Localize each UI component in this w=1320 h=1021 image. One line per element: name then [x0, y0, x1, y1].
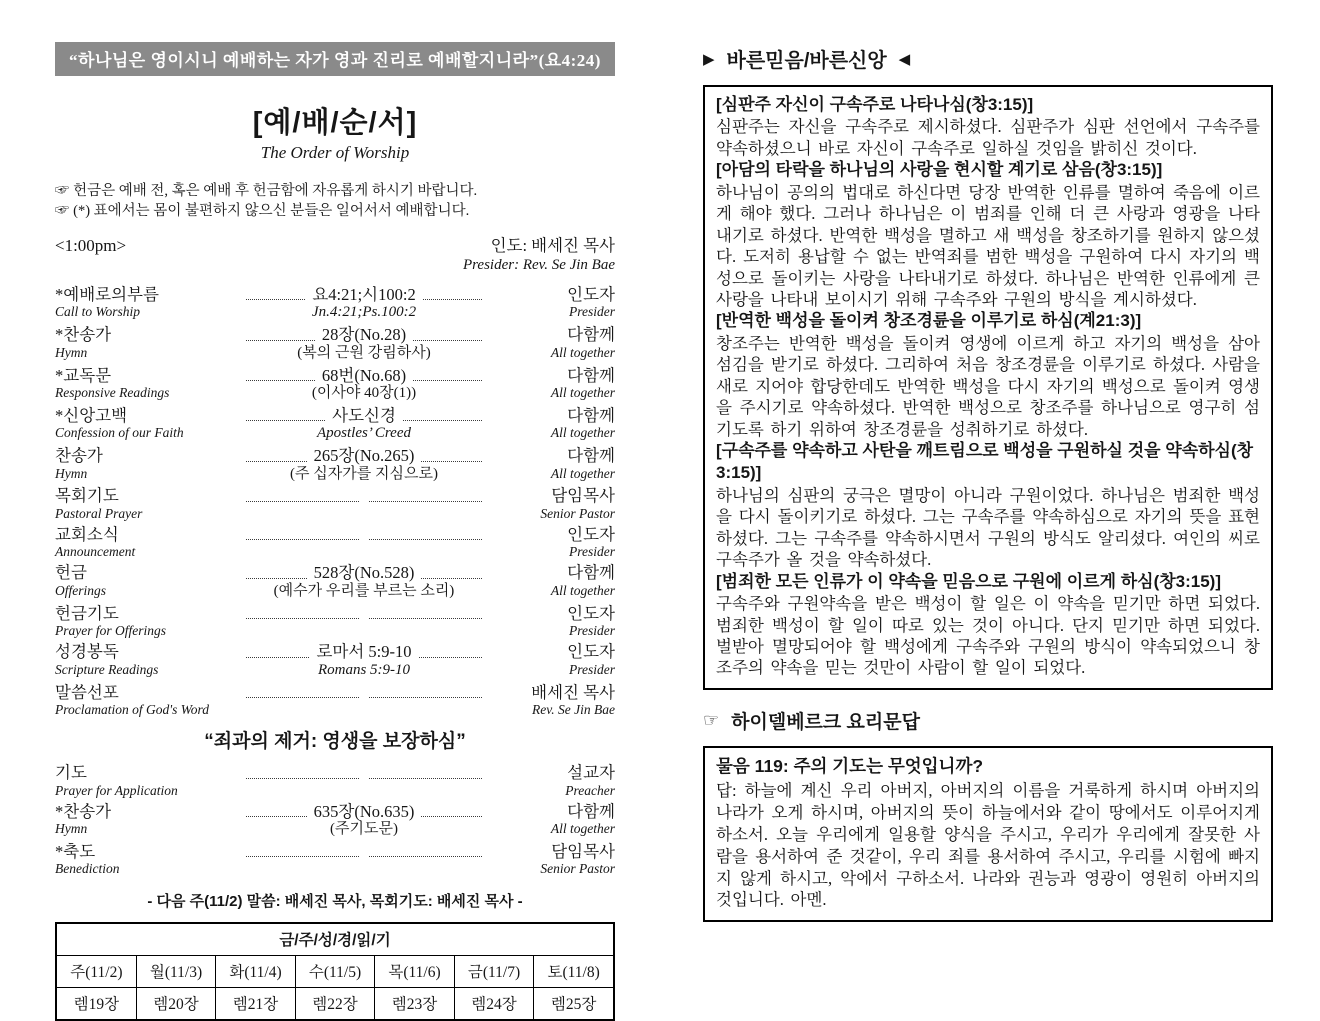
faith-section-heading: [심판주 자신이 구속주로 나타나심(창3:15)] — [716, 95, 1034, 114]
catechism-box — [703, 746, 1273, 922]
order-item-role-english: All together — [550, 344, 615, 360]
table-reading-cell: 렘21장 — [216, 987, 296, 1020]
order-item-value-line2: (예수가 우리를 부르는 소리) — [273, 582, 455, 599]
order-row — [55, 604, 615, 639]
order-list-bottom — [55, 763, 615, 876]
order-item-korean: *축도 — [55, 841, 96, 861]
order-item-role-korean: 다함께 — [567, 405, 615, 425]
order-item-english: Scripture Readings — [55, 661, 159, 677]
order-row — [55, 802, 615, 838]
dotted-leader — [246, 539, 359, 540]
order-item-english: Hymn — [55, 465, 88, 481]
order-item-role-english: All together — [550, 425, 615, 441]
dotted-leader — [246, 697, 359, 698]
order-item-korean: 기도 — [55, 763, 87, 783]
order-item-role-english: All together — [550, 384, 615, 400]
service-time: <1:00pm> — [55, 235, 127, 255]
dotted-leader — [246, 578, 307, 579]
order-item-value: 528장(No.528) — [313, 563, 415, 583]
order-item-english: Proclamation of God's Word — [55, 702, 210, 718]
order-item-role-korean: 인도자 — [567, 284, 615, 304]
order-row — [55, 285, 615, 321]
dotted-leader — [246, 299, 305, 300]
table-day-cell: 목(11/6) — [375, 955, 455, 987]
page-title: [예/배/순/서] — [252, 107, 418, 139]
order-item-english: Call to Worship — [55, 304, 141, 320]
order-item-role-english: Rev. Se Jin Bae — [532, 702, 615, 718]
dotted-leader — [369, 539, 482, 540]
order-item-english: Confession of our Faith — [55, 425, 184, 441]
weekly-bible-reading-table — [55, 922, 615, 1021]
table-title: 금/주/성/경/읽/기 — [56, 923, 614, 956]
order-item-role-korean: 담임목사 — [551, 841, 615, 861]
dotted-leader — [421, 578, 482, 579]
order-item-role-korean: 담임목사 — [551, 486, 615, 506]
faith-section-body: 하나님의 심판의 궁극은 멸망이 아니라 구원이었다. 하나님은 범죄한 백성을 다시 돌이키기로 하셨다. 그는 구속주를 약속하심으로 자기의 뜻을 표현하셨다. 그는 구속주를 약속하시면서 구원의 방식도 알리셨다. 여인의 씨로 구속주가 올 것을 약속하셨다. — [716, 485, 1260, 570]
order-item-korean: 성경봉독 — [55, 642, 119, 662]
catechism-answer: 답: 하늘에 계신 우리 아버지, 아버지의 이름을 거룩하게 하시며 아버지의 나라가 오게 하시며, 아버지의 뜻이 하늘에서와 같이 땅에서도 이루어지게 하소서. 오늘 우리에게 일용할 양식을 주시고, 우리가 우리에게 잘못한 사람을 용서하여 준 것같이, 우리 죄를 용서하여 주시고, 우리를 시험에 빠지지 않게 하시고, 악에서 구하소서. 나라와 권능과 영광이 영원히 아버지의 것입니다. 아멘. — [716, 781, 1260, 910]
presider-english: Presider: Rev. Se Jin Bae — [462, 257, 615, 274]
order-item-english: Responsive Readings — [55, 384, 170, 400]
order-item-role-korean: 배세진 목사 — [531, 682, 615, 702]
order-item-role-english: Preacher — [565, 782, 615, 798]
dotted-leader — [421, 461, 482, 462]
table-reading-cell: 렘19장 — [56, 987, 136, 1020]
faith-section-heading: [아담의 타락을 하나님의 사랑을 현시할 계기로 삼음(창3:15)] — [716, 160, 1163, 180]
order-item-english: Hymn — [55, 344, 88, 360]
order-item-english: Announcement — [55, 544, 136, 560]
dotted-leader — [246, 816, 307, 817]
table-title-row — [56, 923, 614, 956]
order-item-value: 28장(No.28) — [321, 325, 407, 345]
right-faith-header-label: 바른믿음/바른신앙 — [726, 50, 887, 72]
scripture-banner: “하나님은 영이시니 예배하는 자가 영과 진리로 예배할지니라”(요4:24) — [55, 42, 615, 76]
order-item-role-korean: 인도자 — [567, 603, 615, 623]
order-item-role-english: Senior Pastor — [540, 861, 615, 877]
order-item-role-korean: 다함께 — [567, 563, 615, 583]
table-readings-row — [56, 987, 614, 1020]
faith-sections-box — [703, 85, 1273, 690]
table-days-row — [56, 955, 614, 987]
order-row — [55, 763, 615, 798]
order-item-english: Prayer for Application — [55, 782, 178, 798]
dotted-leader — [403, 420, 482, 421]
order-item-role-english: All together — [550, 465, 615, 481]
order-item-role-korean: 다함께 — [567, 325, 615, 345]
order-item-role-korean: 인도자 — [567, 524, 615, 544]
table-day-cell: 토(11/8) — [534, 955, 614, 987]
order-item-role-english: Presider — [569, 661, 615, 677]
order-row — [55, 446, 615, 482]
dotted-leader — [246, 856, 359, 857]
order-item-value: 265장(No.265) — [313, 446, 415, 466]
order-item-korean: *찬송가 — [55, 801, 112, 821]
faith-section-heading: [구속주를 약속하고 사탄을 깨트림으로 백성을 구원하실 것을 약속하심(창3:15)] — [716, 441, 1254, 483]
faith-section — [716, 571, 1260, 679]
dotted-leader — [246, 340, 315, 341]
table-reading-cell: 렘22장 — [295, 987, 375, 1020]
order-item-value-line2: Apostles’ Creed — [316, 425, 411, 442]
table-day-cell: 수(11/5) — [295, 955, 375, 987]
faith-section-heading: [범죄한 모든 인류가 이 약속을 믿음으로 구원에 이르게 하심(창3:15)] — [716, 571, 1222, 591]
order-item-korean: 교회소식 — [55, 524, 119, 544]
order-item-korean: *찬송가 — [55, 325, 112, 345]
order-item-english: Benediction — [55, 861, 120, 877]
faith-section-heading: [반역한 백성을 돌이켜 창조경륜을 이루기로 하심(계21:3)] — [716, 311, 1142, 331]
faith-section — [716, 94, 1260, 159]
order-of-worship-column — [55, 42, 615, 1021]
order-item-english: Offerings — [55, 582, 107, 598]
order-row — [55, 642, 615, 678]
faith-section — [716, 440, 1260, 571]
order-item-role-korean: 다함께 — [567, 801, 615, 821]
faith-section — [716, 159, 1260, 310]
order-list-top — [55, 285, 615, 717]
order-item-value-line2: (주기도문) — [330, 821, 398, 838]
order-row — [55, 842, 615, 877]
service-notes — [55, 181, 615, 222]
dotted-leader — [246, 461, 307, 462]
order-row — [55, 366, 615, 402]
dotted-leader — [369, 778, 482, 779]
order-item-korean: 헌금기도 — [55, 603, 119, 623]
faith-section-body: 구속주와 구원약속을 받은 백성이 할 일은 이 약속을 믿기만 하면 되었다. 범죄한 백성이 할 일이 따로 있는 것이 아니다. 단지 믿기만 하면 되었다. 벌받아 멸망되어야 할 백성에게 구속주와 구원의 방식이 약속되었으니 창조주의 약속을 믿는 것만이 사람이 할 일이 되었다. — [716, 594, 1260, 678]
time-presider-row — [55, 236, 615, 275]
faith-section-body: 창조주는 반역한 백성을 돌이켜 영생에 이르게 하고 자기의 백성을 삼아 섬김을 받기로 하셨다. 그리하여 처음 창조경륜을 이루기로 하셨다. 사람을 새로 지어야 합당한데도 반역한 백성을 다시 자기의 백성으로 돌이켜 영생을 주시기로 약속하셨다. 반역한 백성으로 창조주를 하나님으로 영구히 섬기도록 하기 위하여 창조경륜을 성취하기로 하셨다. — [716, 333, 1260, 439]
catechism-header — [703, 707, 1273, 734]
dotted-leader — [246, 657, 309, 658]
order-item-role-english: All together — [550, 821, 615, 837]
order-item-role-korean: 인도자 — [567, 642, 615, 662]
presider-korean: 인도: 배세진 목사 — [490, 235, 615, 255]
dotted-leader — [369, 856, 482, 857]
order-item-english: Pastoral Prayer — [55, 505, 143, 521]
faith-section — [716, 310, 1260, 440]
order-item-korean: *예배로의부름 — [55, 284, 159, 304]
order-item-value-line2: (복의 근원 강림하사) — [297, 344, 431, 361]
dotted-leader — [369, 697, 482, 698]
page-title-english: The Order of Worship — [260, 143, 410, 162]
order-row — [55, 525, 615, 560]
right-faith-header — [703, 44, 1273, 73]
order-item-korean: *신앙고백 — [55, 405, 128, 425]
next-week-note: - 다음 주(11/2) 말씀: 배세진 목사, 목회기도: 배세진 목사 - — [147, 892, 523, 910]
dotted-leader — [246, 778, 359, 779]
sermon-title: “죄과의 제거: 영생을 보장하심” — [204, 731, 466, 753]
order-row — [55, 406, 615, 442]
order-item-value: 68번(No.68) — [321, 365, 407, 385]
order-item-role-english: Presider — [569, 304, 615, 320]
order-item-value-line2: (주 십자가를 지심으로) — [290, 465, 438, 482]
order-item-korean: 목회기도 — [55, 486, 119, 506]
order-item-role-english: Senior Pastor — [540, 505, 615, 521]
dotted-leader — [421, 816, 482, 817]
order-row — [55, 486, 615, 521]
dotted-leader — [246, 618, 359, 619]
left-triangle-icon: ◀ — [898, 50, 911, 68]
order-item-value-line2: Jn.4:21;Ps.100:2 — [311, 304, 417, 321]
table-reading-cell: 렘24장 — [454, 987, 534, 1020]
order-row — [55, 563, 615, 599]
teaching-column — [703, 42, 1273, 1021]
dotted-leader — [369, 501, 482, 502]
order-item-value-line2: (이사야 40장(1)) — [311, 384, 417, 401]
table-reading-cell: 렘25장 — [534, 987, 614, 1020]
dotted-leader — [413, 380, 482, 381]
order-item-korean: 찬송가 — [55, 446, 103, 466]
dotted-leader — [246, 501, 359, 502]
dotted-leader — [423, 299, 482, 300]
order-row — [55, 683, 615, 718]
order-item-role-english: Presider — [569, 623, 615, 639]
order-item-role-korean: 다함께 — [567, 446, 615, 466]
order-item-value-line2: Romans 5:9-10 — [317, 661, 411, 678]
catechism-question: 물음 119: 주의 기도는 무엇입니까? — [716, 755, 984, 776]
right-triangle-icon: ▶ — [703, 50, 715, 68]
presider-block — [463, 236, 615, 275]
note-offering: ☞ 헌금은 예배 전, 혹은 예배 후 헌금함에 자유롭게 하시기 바랍니다. — [55, 183, 478, 199]
order-item-value: 요4:21;시100:2 — [312, 284, 416, 304]
order-row — [55, 325, 615, 361]
table-reading-cell: 렘20장 — [136, 987, 216, 1020]
order-item-value: 635장(No.635) — [313, 801, 415, 821]
order-item-english: Prayer for Offerings — [55, 623, 166, 639]
order-item-value: 로마서 5:9-10 — [316, 642, 412, 662]
table-day-cell: 금(11/7) — [454, 955, 534, 987]
order-item-value: 사도신경 — [332, 405, 396, 425]
faith-section-body: 하나님이 공의의 법대로 하신다면 당장 반역한 인류를 멸하여 죽음에 이르게 해야 했다. 그러나 하나님은 이 범죄를 인해 더 큰 사랑과 영광을 나타내기로 하셨다. 반역한 백성을 멸하고 새 백성을 창조하기를 원하지 않으셨다. 도저히 용납할 수 없는 반역죄를 범한 백성을 구원하여 다시 자기의 백성으로 돌이키는 사랑을 나타내기로 하셨다. 하나님은 반역한 인류에게 큰 사랑을 나타내 보이시기 위해 구속주와 구원의 방식을 계시하셨다. — [716, 182, 1260, 309]
pointing-hand-icon: ☞ — [703, 709, 720, 730]
order-item-role-english: All together — [550, 582, 615, 598]
order-item-english: Hymn — [55, 821, 88, 837]
catechism-header-label: 하이델베르크 요리문답 — [731, 711, 920, 733]
order-item-role-korean: 다함께 — [567, 365, 615, 385]
dotted-leader — [246, 380, 315, 381]
order-item-korean: *교독문 — [55, 365, 112, 385]
faith-section-body: 심판주는 자신을 구속주로 제시하셨다. 심판주가 심판 선언에서 구속주를 약속하셨으니 바로 자신이 구속주로 일하실 것임을 밝히신 것이다. — [716, 117, 1260, 158]
table-day-cell: 주(11/2) — [56, 955, 136, 987]
order-item-korean: 말씀선포 — [55, 682, 119, 702]
order-item-korean: 헌금 — [55, 563, 87, 583]
table-day-cell: 월(11/3) — [136, 955, 216, 987]
dotted-leader — [419, 657, 482, 658]
order-item-role-english: Presider — [569, 544, 615, 560]
dotted-leader — [369, 618, 482, 619]
note-standing: ☞ (*) 표에서는 몸이 불편하지 않으신 분들은 일어서서 예배합니다. — [55, 203, 470, 220]
table-day-cell: 화(11/4) — [216, 955, 296, 987]
order-item-role-korean: 설교자 — [567, 763, 615, 783]
dotted-leader — [246, 420, 325, 421]
table-reading-cell: 렘23장 — [375, 987, 455, 1020]
dotted-leader — [413, 340, 482, 341]
